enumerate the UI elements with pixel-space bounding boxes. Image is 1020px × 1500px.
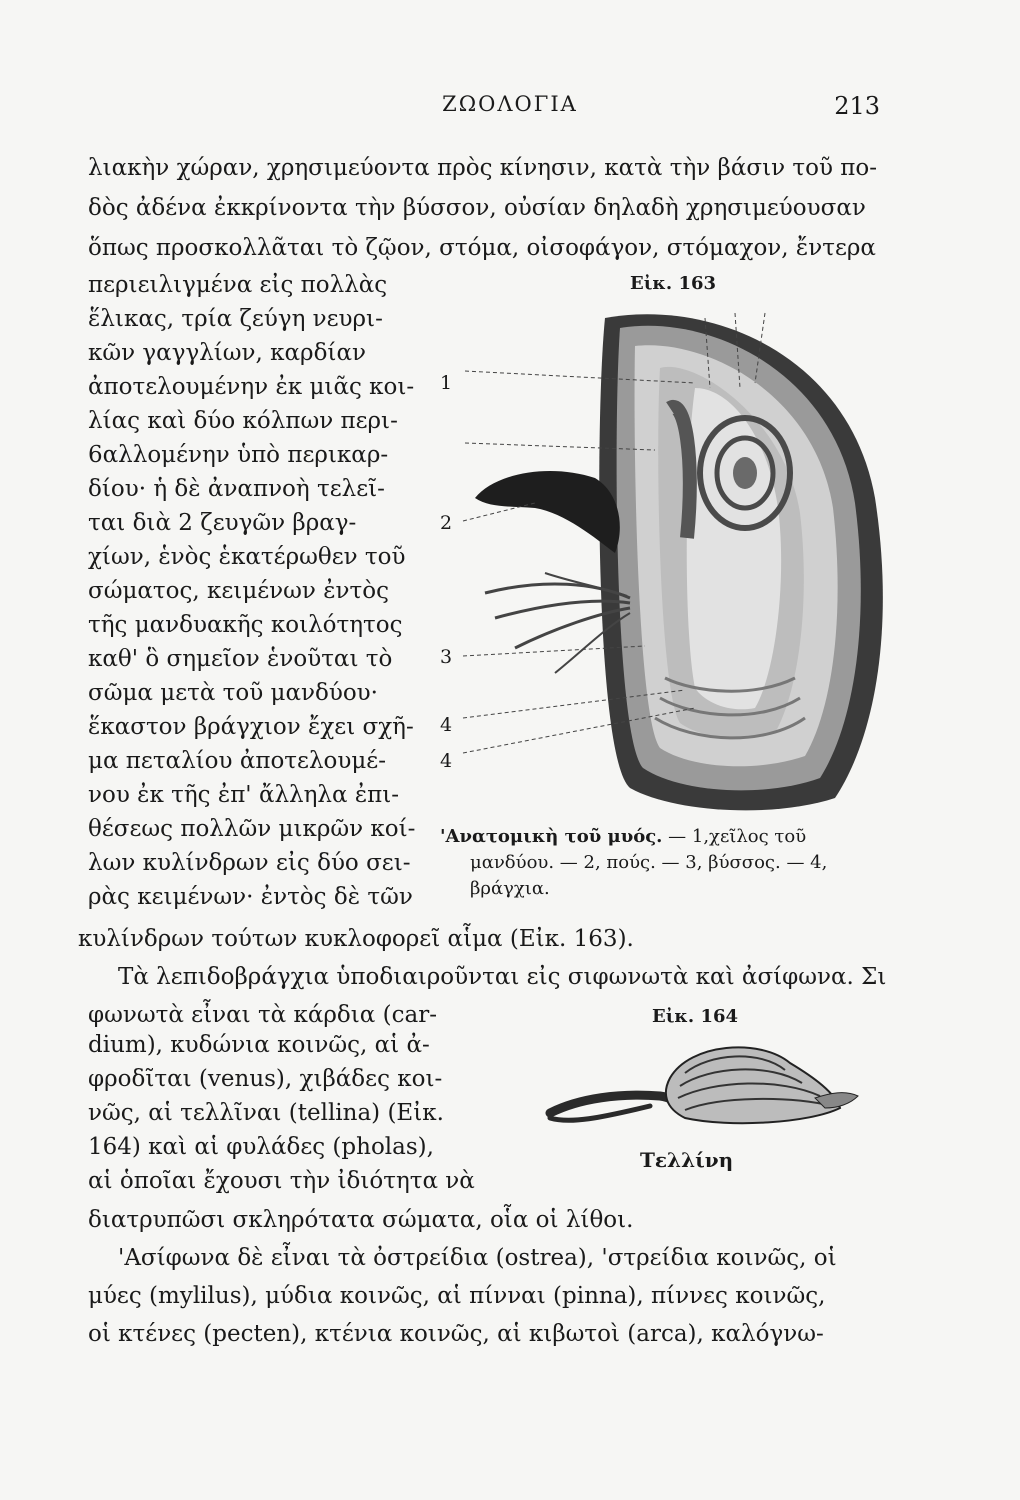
callout-4b: 4 [440,750,453,772]
text-line: νῶς, αἱ τελλῖναι (tellina) (Εἰκ. [88,1100,444,1126]
page-header [0,92,1020,122]
text-line: περιειλιγμένα εἰς πολλὰς [88,272,388,298]
text-line: δίου· ἡ δὲ ἀναπνοὴ τελεῖ- [88,476,385,502]
tellina-shell-illustration [540,1038,870,1143]
text-line: Τὰ λεπιδοβράγχια ὑποδιαιροῦνται εἰς σιφωνωτὰ καὶ ἀσίφωνα. Σι [118,964,887,990]
text-line: 'Ασίφωνα δὲ εἶναι τὰ ὀστρείδια (ostrea), 'στρείδια κοινῶς, οἱ [118,1245,837,1271]
callout-2: 2 [440,512,453,534]
running-title: ΖΩΟΛΟΓΙΑ [442,92,578,116]
text-line: λιακὴν χώραν, χρησιμεύοντα πρὸς κίνησιν, κατὰ τὴν βάσιν τοῦ πο- [88,155,877,181]
text-line: κυλίνδρων τούτων κυκλοφορεῖ αἷμα (Εἰκ. 163). [78,926,634,952]
text-line: ρὰς κειμένων· ἐντὸς δὲ τῶν [88,884,413,910]
text-line: 164) καὶ αἱ φυλάδες (pholas), [88,1134,434,1160]
figure-163-label: Εἰκ. 163 [630,273,717,294]
text-line: κῶν γαγγλίων, καρδίαν [88,340,366,366]
text-line: λίας καὶ δύο κόλπων περι- [88,408,398,434]
text-line: ται διὰ 2 ζευγῶν βραγ- [88,510,357,536]
text-line: ἕλικας, τρία ζεύγη νευρι- [88,306,383,332]
figure-163-caption-line1 [440,826,806,848]
figure-164-label: Εἰκ. 164 [652,1006,739,1027]
text-line: λων κυλίνδρων εἰς δύο σει- [88,850,411,876]
callout-4: 4 [440,714,453,736]
text-line: μα πεταλίου ἀποτελουμέ- [88,748,386,774]
text-line: χίων, ἑνὸς ἑκατέρωθεν τοῦ [88,544,406,570]
text-line: μύες (mylilus), μύδια κοινῶς, αἱ πίνναι (pinna), πίννες κοινῶς, [88,1283,826,1309]
text-line: θέσεως πολλῶν μικρῶν κοί- [88,816,416,842]
callout-3: 3 [440,646,453,668]
mussel-anatomy-illustration [455,298,900,818]
figure-163-caption-line2: μανδύου. — 2, πούς. — 3, βύσσος. — 4, [470,852,828,873]
text-line: σῶμα μετὰ τοῦ μανδύου· [88,680,378,706]
figure-164-caption: Τελλίνη [640,1148,734,1172]
text-line: ἀποτελουμένην ἐκ μιᾶς κοι- [88,374,415,400]
text-line: φωνωτὰ εἶναι τὰ κάρδια (car- [88,1002,437,1028]
text-line: 6αλλομένην ὑπὸ περικαρ- [88,442,389,468]
callout-1: 1 [440,372,453,394]
text-line: φροδῖται (venus), χιβάδες κοι- [88,1066,443,1092]
figure-163-caption-rest: — 1,χεῖλος τοῦ [662,826,807,847]
text-line: ἕκαστον βράγχιον ἔχει σχῆ- [88,714,414,740]
text-line: ὅπως προσκολλᾶται τὸ ζῷον, στόμα, οἰσοφάγον, στόμαχον, ἔντερα [88,235,876,261]
text-line: νου ἐκ τῆς ἐπ' ἄλληλα ἐπι- [88,782,400,808]
text-line: οἱ κτένες (pecten), κτένια κοινῶς, αἱ κιβωτοὶ (arca), καλόγνω- [88,1321,824,1347]
text-line: αἱ ὁποῖαι ἔχουσι τὴν ἰδιότητα νὰ [88,1168,475,1194]
text-line: dium), κυδώνια κοινῶς, αἱ ἀ- [88,1032,430,1058]
text-line: καθ' ὃ σημεῖον ἑνοῦται τὸ [88,646,393,672]
figure-163-caption-title: 'Ανατομικὴ τοῦ μυός. [440,826,663,847]
text-line: σώματος, κειμένων ἐντὸς [88,578,389,604]
figure-163-caption-line3: βράγχια. [470,878,550,899]
text-line: διατρυπῶσι σκληρότατα σώματα, οἷα οἱ λίθοι. [88,1207,634,1233]
page-number: 213 [834,92,880,120]
text-line: τῆς μανδυακῆς κοιλότητος [88,612,403,638]
text-line: δὸς ἀδένα ἐκκρίνοντα τὴν βύσσον, οὐσίαν δηλαδὴ χρησιμεύουσαν [88,195,866,221]
